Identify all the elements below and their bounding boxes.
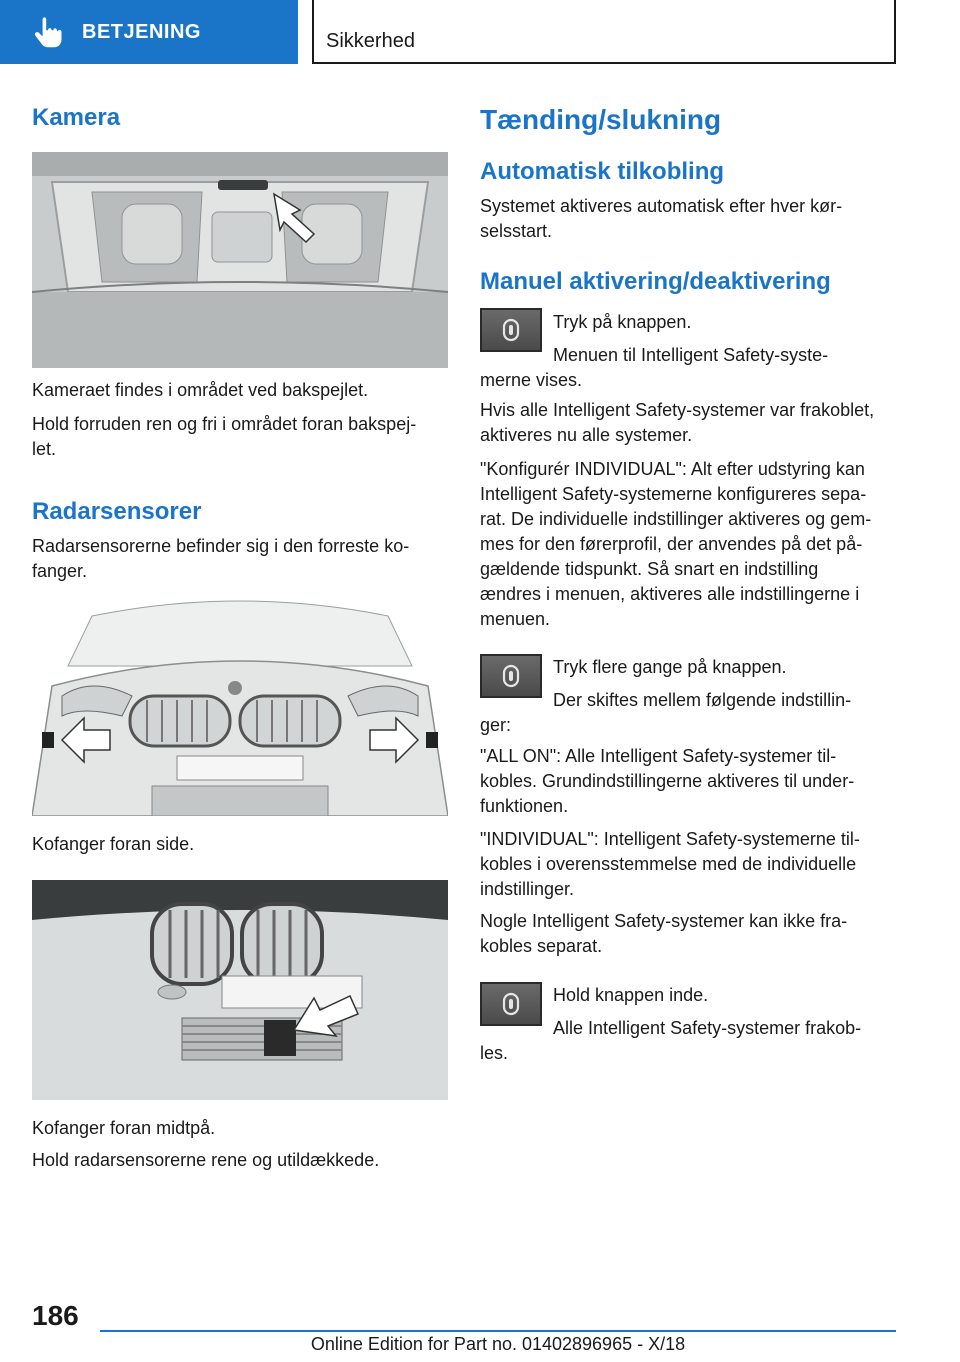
manual-line-8: rat. De individuelle indstillinger aktiveres og gem‐ <box>480 509 872 529</box>
safety-button-icon-3 <box>480 982 542 1026</box>
safety-button-icon <box>480 308 542 352</box>
manual-line-6: "Konfigurér INDIVIDUAL": Alt efter udstyring kan <box>480 459 865 479</box>
footer-divider <box>100 1330 896 1332</box>
auto-line-2: selsstart. <box>480 221 553 241</box>
settings-line-7: "INDIVIDUAL": Intelligent Safety-systemerne til‐ <box>480 829 860 849</box>
settings-line-3: ger: <box>480 715 512 735</box>
safety-button-icon-2 <box>480 654 542 698</box>
bumper-middle-illustration <box>32 880 448 1100</box>
kamera-heading: Kamera <box>32 104 121 131</box>
manual-line-9: mes for den førerprofil, der anvendes på det på‐ <box>480 534 863 554</box>
caption-bumper-side: Kofanger foran side. <box>32 834 195 854</box>
hold-line-3: les. <box>480 1043 509 1063</box>
hold-line-1: Hold knappen inde. <box>553 985 709 1005</box>
radar-paragraph-2: Hold radarsensorerne rene og utildækkede. <box>32 1150 380 1170</box>
settings-line-6: funktionen. <box>480 796 569 816</box>
section-title: BETJENING <box>82 20 201 43</box>
page-number: 186 <box>32 1300 79 1331</box>
radar-heading: Radarsensorer <box>32 498 202 525</box>
settings-line-1: Tryk flere gange på knappen. <box>553 657 787 677</box>
manual-line-3: merne vises. <box>480 370 583 390</box>
chapter-title: Sikkerhed <box>326 30 415 52</box>
hold-line-2: Alle Intelligent Safety-systemer frakob‐ <box>553 1018 862 1038</box>
manual-line-10: gældende tidspunkt. Så snart en indstilling <box>480 559 819 579</box>
settings-line-9: indstillinger. <box>480 879 575 899</box>
settings-line-10: Nogle Intelligent Safety-systemer kan ikke fra‐ <box>480 911 848 931</box>
manual-line-7: Intelligent Safety-systemerne konfigureres sepa‐ <box>480 484 867 504</box>
manual-line-1: Tryk på knappen. <box>553 312 692 332</box>
section-tab <box>0 0 298 64</box>
settings-line-8: kobles i overensstemmelse med de individuelle <box>480 854 857 874</box>
radar-paragraph-line-1: Radarsensorerne befinder sig i den forreste ko‐ <box>32 536 410 556</box>
manual-line-5: aktiveres nu alle systemer. <box>480 425 693 445</box>
manual-heading: Manuel aktivering/deaktivering <box>480 268 831 295</box>
settings-line-5: kobles. Grundindstillingerne aktiveres til under‐ <box>480 771 855 791</box>
chapter-box <box>312 0 896 64</box>
settings-line-4: "ALL ON": Alle Intelligent Safety-systemer til‐ <box>480 746 837 766</box>
right-heading: Tænding/slukning <box>480 104 722 135</box>
auto-heading: Automatisk tilkobling <box>480 158 725 185</box>
manual-line-2: Menuen til Intelligent Safety-syste‐ <box>553 345 829 365</box>
manual-line-12: menuen. <box>480 609 551 629</box>
manual-line-4: Hvis alle Intelligent Safety-systemer var frakoblet, <box>480 400 875 420</box>
settings-line-11: kobles separat. <box>480 936 603 956</box>
footer-edition: Online Edition for Part no. 01402896965 - X/18 <box>310 1334 686 1354</box>
auto-line-1: Systemet aktiveres automatisk efter hver kør‐ <box>480 196 843 216</box>
kamera-paragraph-2-line-1: Hold forruden ren og fri i området foran bakspej‐ <box>32 414 417 434</box>
radar-paragraph-line-2: fanger. <box>32 561 88 581</box>
caption-bumper-middle: Kofanger foran midtpå. <box>32 1118 216 1138</box>
kamera-paragraph-1: Kameraet findes i området ved bakspejlet. <box>32 380 369 400</box>
manual-line-11: ændres i menuen, aktiveres alle indstillingerne i <box>480 584 860 604</box>
bumper-side-illustration <box>32 596 448 816</box>
pointing-hand-icon <box>28 12 68 52</box>
camera-illustration <box>32 152 448 368</box>
kamera-paragraph-2-line-2: let. <box>32 439 57 459</box>
settings-line-2: Der skiftes mellem følgende indstillin‐ <box>553 690 852 710</box>
